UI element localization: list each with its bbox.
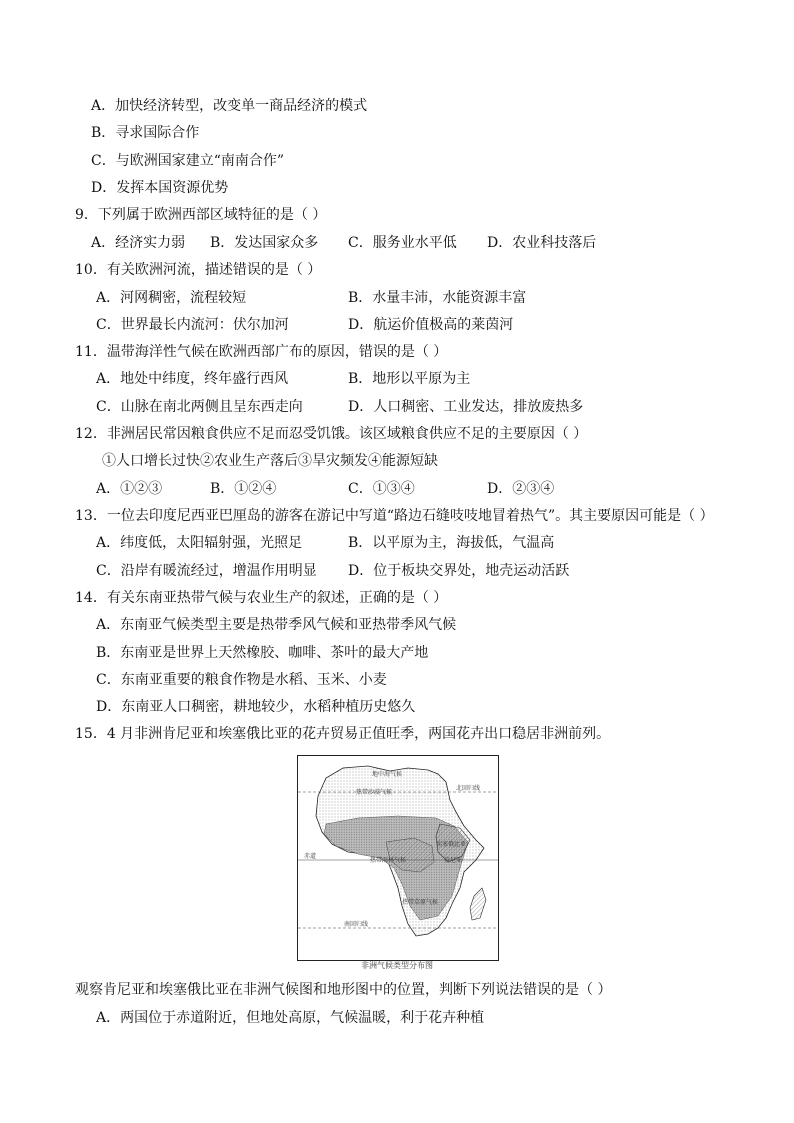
q10-stem: 10．有关欧洲河流，描述错误的是（ ）	[75, 262, 322, 278]
q8-option-d: D．发挥本国资源优势	[91, 180, 229, 196]
q12-option-b: B．①②④	[210, 481, 277, 497]
q14-stem: 14．有关东南亚热带气候与农业生产的叙述，正确的是（ ）	[75, 590, 448, 606]
q9-option-a: A．经济实力弱	[91, 235, 186, 251]
q12-option-c: C．①③④	[348, 481, 415, 497]
q9-option-b: B．发达国家众多	[210, 235, 319, 251]
q10-option-b: B．水量丰沛，水能资源丰富	[348, 290, 527, 306]
label-tropic-cancer: 北回归线	[456, 785, 481, 792]
q10-option-a: A．河网稠密，流程较短	[96, 290, 247, 306]
q8-option-c: C．与欧洲国家建立“南南合作”	[91, 153, 285, 169]
label-rainforest: 热带雨林气候	[370, 857, 407, 864]
q12-option-d: D．②③④	[487, 481, 555, 497]
q9-option-d: D．农业科技落后	[487, 235, 597, 251]
q11-option-a: A．地处中纬度，终年盛行西风	[96, 371, 289, 387]
q15-question: 观察肯尼亚和埃塞俄比亚在非洲气候图和地形图中的位置，判断下列说法错误的是（ ）	[75, 982, 612, 998]
q13-option-c: C．沿岸有暖流经过，增温作用明显	[96, 563, 317, 579]
q13-option-d: D．位于板块交界处，地壳运动活跃	[348, 563, 570, 579]
q9-stem: 9．下列属于欧洲西部区域特征的是（ ）	[75, 207, 327, 223]
africa-climate-map	[297, 755, 499, 961]
label-savanna: 热带草原气候	[402, 899, 439, 906]
q10-option-c: C．世界最长内流河：伏尔加河	[96, 317, 289, 333]
q15-stem: 15．4 月非洲肯尼亚和埃塞俄比亚的花卉贸易正值旺季，两国花卉出口稳居非洲前列。	[75, 726, 611, 742]
q11-stem: 11．温带海洋性气候在欧洲西部广布的原因，错误的是（ ）	[75, 344, 448, 360]
label-kenya: 肯尼亚	[444, 857, 463, 864]
q15-option-a: A．两国位于赤道附近，但地处高原，气候温暖，利于花卉种植	[96, 1010, 485, 1026]
map-caption: 非洲气候类型分布图	[361, 961, 433, 970]
label-desert: 热带沙漠气候	[356, 789, 393, 796]
q12-sub-items: ①人口增长过快②农业生产落后③旱灾频发④能源短缺	[102, 453, 438, 469]
q8-option-a: A．加快经济转型，改变单一商品经济的模式	[91, 98, 368, 114]
label-tropic-capricorn: 南回归线	[344, 921, 369, 928]
label-mediterranean: 地中海气候	[372, 771, 403, 778]
q14-option-b: B．东南亚是世界上天然橡胶、咖啡、茶叶的最大产地	[96, 645, 429, 661]
q14-option-d: D．东南亚人口稠密，耕地较少，水稻种植历史悠久	[96, 699, 416, 715]
q10-option-d: D．航运价值极高的莱茵河	[348, 317, 514, 333]
q13-option-b: B．以平原为主，海拔低，气温高	[348, 535, 555, 551]
q12-stem: 12．非洲居民常因粮食供应不足而忍受饥饿。该区域粮食供应不足的主要原因（ ）	[75, 426, 588, 442]
q11-option-d: D．人口稠密、工业发达，排放废热多	[348, 399, 584, 415]
q13-option-a: A．纬度低，太阳辐射强，光照足	[96, 535, 303, 551]
q12-option-a: A．①②③	[96, 481, 163, 497]
q9-option-c: C．服务业水平低	[348, 235, 457, 251]
q8-option-b: B．寻求国际合作	[91, 125, 200, 141]
q11-option-c: C．山脉在南北两侧且呈东西走向	[96, 399, 303, 415]
q14-option-a: A．东南亚气候类型主要是热带季风气候和亚热带季风气候	[96, 617, 457, 633]
label-equator: 赤道	[304, 853, 317, 860]
q13-stem: 13．一位去印度尼西亚巴厘岛的游客在游记中写道“路边石缝吱吱地冒着热气”。其主要原因可能是（ ）	[75, 508, 714, 524]
label-ethiopia: 埃塞俄比亚	[436, 841, 467, 848]
q14-option-c: C．东南亚重要的粮食作物是水稻、玉米、小麦	[96, 672, 387, 688]
q11-option-b: B．地形以平原为主	[348, 371, 471, 387]
